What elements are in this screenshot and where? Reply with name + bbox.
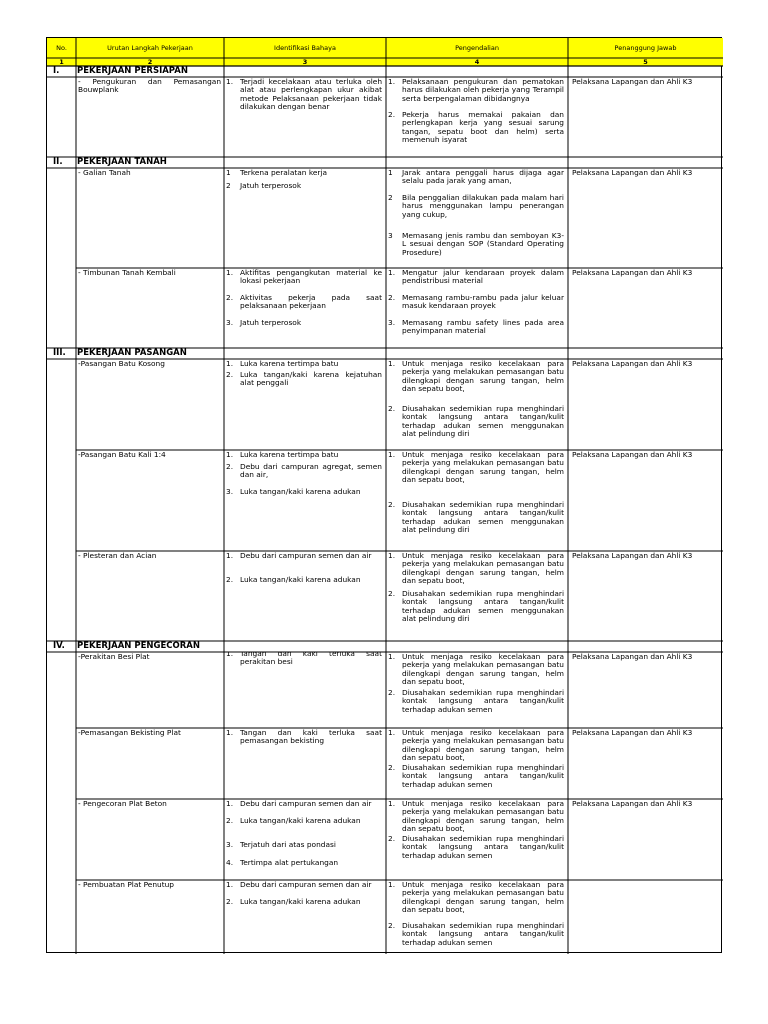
task-step: - Timbunan Tanah Kembali xyxy=(78,269,176,277)
list-item: 1. Aktifitas pengangkutan material ke lokasi pekerjaan xyxy=(226,268,382,286)
control-list xyxy=(386,880,568,952)
task-step: - Galian Tanah xyxy=(78,169,131,177)
responsible-party: Pelaksana Lapangan dan Ahli K3 xyxy=(572,78,693,86)
hazard-list xyxy=(224,728,386,799)
responsible-party: Pelaksana Lapangan dan Ahli K3 xyxy=(572,360,693,368)
section-no: IV. xyxy=(53,641,65,651)
list-item: 3. Jatuh terperosok xyxy=(226,318,302,327)
list-item: 3 Memasang jenis rambu dan semboyan K3-L sesuai dengan SOP (Standard Operating Prosedure) xyxy=(388,231,564,257)
list-item: 2. Diusahakan sedemikian rupa menghindari kontak langsung antara tangan/kulit terhadap adukan semen xyxy=(388,688,564,714)
section-no: III. xyxy=(53,348,66,358)
col-number-4: 4 xyxy=(474,58,480,66)
hazard-list xyxy=(224,77,386,157)
list-item: 1. Untuk menjaga resiko kecelakaan para pekerja yang melakukan pemasangan batu dilengkapi dengan sarung tangan, helm dan sepatu boot, xyxy=(388,551,564,586)
list-item: 2. Diusahakan sedemikian rupa menghindari kontak langsung antara tangan/kulit terhadap adukan semen menggunakan alat pelindung diri xyxy=(388,500,564,535)
section-no: II. xyxy=(53,157,63,167)
header-step: Urutan Langkah Pekerjaan xyxy=(107,44,193,52)
hazard-list xyxy=(224,168,386,268)
list-item: 1. Debu dari campuran semen dan air xyxy=(226,880,372,889)
control-list xyxy=(386,551,568,641)
header-control: Pengendalian xyxy=(455,44,499,52)
control-list xyxy=(386,359,568,450)
task-step: -Perakitan Besi Plat xyxy=(78,653,150,661)
list-item: 2 Jatuh terperosok xyxy=(226,181,302,190)
list-item: 2. Memasang rambu-rambu pada jalur keluar masuk kendaraan proyek xyxy=(388,293,564,311)
header-hazard: Identifikasi Bahaya xyxy=(274,44,336,52)
task-step: - Pengecoran Plat Beton xyxy=(78,800,167,808)
control-list xyxy=(386,450,568,551)
list-item: 3. Memasang rambu safety lines pada area penyimpanan material xyxy=(388,318,564,336)
list-item: 1. Untuk menjaga resiko kecelakaan para pekerja yang melakukan pemasangan batu dilengkapi dengan sarung tangan, helm dan sepatu boot, xyxy=(388,359,564,394)
list-item: 2. Luka tangan/kaki karena adukan xyxy=(226,897,361,906)
hazard-list xyxy=(224,799,386,880)
list-item: 3. Luka tangan/kaki karena adukan xyxy=(226,487,361,496)
hazard-list xyxy=(224,652,386,728)
task-step: -Pasangan Batu Kosong xyxy=(78,360,165,368)
list-item: 2. Luka tangan/kaki karena adukan xyxy=(226,816,361,825)
hazard-list xyxy=(224,359,386,450)
header-no: No. xyxy=(56,44,67,52)
task-step: - Plesteran dan Acian xyxy=(78,552,157,560)
responsible-party: Pelaksana Lapangan dan Ahli K3 xyxy=(572,552,693,560)
section-title: PEKERJAAN PASANGAN xyxy=(77,348,187,358)
list-item: 2. Diusahakan sedemikian rupa menghindari kontak langsung antara tangan/kulit terhadap adukan semen menggunakan alat pelindung diri xyxy=(388,404,564,439)
list-item: 1. Debu dari campuran semen dan air xyxy=(226,799,372,808)
list-item: 2. Diusahakan sedemikian rupa menghindari kontak langsung antara tangan/kulit terhadap adukan semen menggunakan alat pelindung diri xyxy=(388,589,564,624)
list-item: 4. Tertimpa alat pertukangan xyxy=(226,858,339,867)
list-item: 2 Bila penggalian dilakukan pada malam hari harus menggunakan lampu penerangan yang cukup, xyxy=(388,193,564,219)
control-list xyxy=(386,77,568,157)
list-item: 2. Luka tangan/kaki karena adukan xyxy=(226,575,361,584)
col-number-3: 3 xyxy=(302,58,308,66)
header-responsible: Penanggung Jawab xyxy=(614,44,677,52)
task-step: - Pengukuran dan Pemasangan Bouwplank xyxy=(78,78,221,95)
task-step: -Pasangan Batu Kali 1:4 xyxy=(78,451,166,459)
control-list xyxy=(386,168,568,268)
list-item: 1. Tangan dan kaki terluka saat pemasangan bekisting xyxy=(226,728,382,746)
hazard-list xyxy=(224,268,386,348)
section-no: I. xyxy=(53,66,60,76)
hazard-list xyxy=(224,450,386,551)
list-item: 2. Debu dari campuran agregat, semen dan air, xyxy=(226,462,382,480)
control-list xyxy=(386,799,568,880)
responsible-party: Pelaksana Lapangan dan Ahli K3 xyxy=(572,653,693,661)
list-item: 1. Untuk menjaga resiko kecelakaan para pekerja yang melakukan pemasangan batu dilengkapi dengan sarung tangan, helm dan sepatu boot, xyxy=(388,728,564,763)
list-item: 2. Aktivitas pekerja pada saat pelaksanaan pekerjaan xyxy=(226,293,382,311)
responsible-party: Pelaksana Lapangan dan Ahli K3 xyxy=(572,269,693,277)
col-number-5: 5 xyxy=(643,58,648,66)
list-item: 1. Luka karena tertimpa batu xyxy=(226,450,339,459)
responsible-party: Pelaksana Lapangan dan Ahli K3 xyxy=(572,800,693,808)
responsible-party: Pelaksana Lapangan dan Ahli K3 xyxy=(572,169,693,177)
list-item: 1. Untuk menjaga resiko kecelakaan para pekerja yang melakukan pemasangan batu dilengkapi dengan sarung tangan, helm dan sepatu boot, xyxy=(388,450,564,485)
list-item: 1. Untuk menjaga resiko kecelakaan para pekerja yang melakukan pemasangan batu dilengkapi dengan sarung tangan, helm dan sepatu boot, xyxy=(388,799,564,834)
section-title: PEKERJAAN PERSIAPAN xyxy=(77,66,188,76)
control-list xyxy=(386,652,568,728)
list-item: 1. Debu dari campuran semen dan air xyxy=(226,551,372,560)
task-step: -Pemasangan Bekisting Plat xyxy=(78,729,181,737)
list-item: 1. Untuk menjaga resiko kecelakaan para pekerja yang melakukan pemasangan batu dilengkapi dengan sarung tangan, helm dan sepatu boot, xyxy=(388,880,564,915)
control-list xyxy=(386,268,568,348)
list-item: 1. Untuk menjaga resiko kecelakaan para pekerja yang melakukan pemasangan batu dilengkapi dengan sarung tangan, helm dan sepatu boot, xyxy=(388,652,564,687)
list-item: 1. Pelaksanaan pengukuran dan pematokan harus dilakukan oleh pekerja yang Terampil serta berpengalaman dibidangnya xyxy=(388,77,564,103)
hazard-control-table xyxy=(46,37,722,953)
col-number-2: 2 xyxy=(147,58,153,66)
list-item: 2. Diusahakan sedemikian rupa menghindari kontak langsung antara tangan/kulit terhadap adukan semen xyxy=(388,763,564,789)
list-item: 1. Terjadi kecelakaan atau terluka oleh alat atau perlengkapan ukur akibat metode Pelaksanaan pekerjaan tidak dilakukan dengan benar xyxy=(226,77,382,112)
list-item: 1. Mengatur jalur kendaraan proyek dalam pendistribusi material xyxy=(388,268,564,286)
col-number-1: 1 xyxy=(59,58,64,66)
list-item: 1 Terkena peralatan kerja xyxy=(226,168,328,177)
list-item: 2. Luka tangan/kaki karena kejatuhan alat penggali xyxy=(226,370,382,388)
list-item: 2. Diusahakan sedemikian rupa menghindari kontak langsung antara tangan/kulit terhadap adukan semen xyxy=(388,921,564,947)
responsible-party: Pelaksana Lapangan dan Ahli K3 xyxy=(572,729,693,737)
list-item: 1 Jarak antara penggali harus dijaga agar selalu pada jarak yang aman, xyxy=(388,168,564,186)
section-title: PEKERJAAN PENGECORAN xyxy=(77,641,201,651)
task-step: - Pembuatan Plat Penutup xyxy=(78,881,174,889)
hazard-list xyxy=(224,880,386,952)
list-item: 3. Terjatuh dari atas pondasi xyxy=(226,840,336,849)
list-item: 1. Tangan dan kaki terluka saat perakitan besi xyxy=(226,652,382,667)
list-item: 2. Diusahakan sedemikian rupa menghindari kontak langsung antara tangan/kulit terhadap adukan semen xyxy=(388,834,564,860)
responsible-party: Pelaksana Lapangan dan Ahli K3 xyxy=(572,451,693,459)
section-title: PEKERJAAN TANAH xyxy=(77,157,167,167)
control-list xyxy=(386,728,568,799)
list-item: 1. Luka karena tertimpa batu xyxy=(226,359,339,368)
hazard-list xyxy=(224,551,386,641)
list-item: 2. Pekerja harus memakai pakaian dan perlengkapan kerja yang sesuai sarung tangan, sepatu boot dan helm) serta memenuh isyarat xyxy=(388,110,564,145)
